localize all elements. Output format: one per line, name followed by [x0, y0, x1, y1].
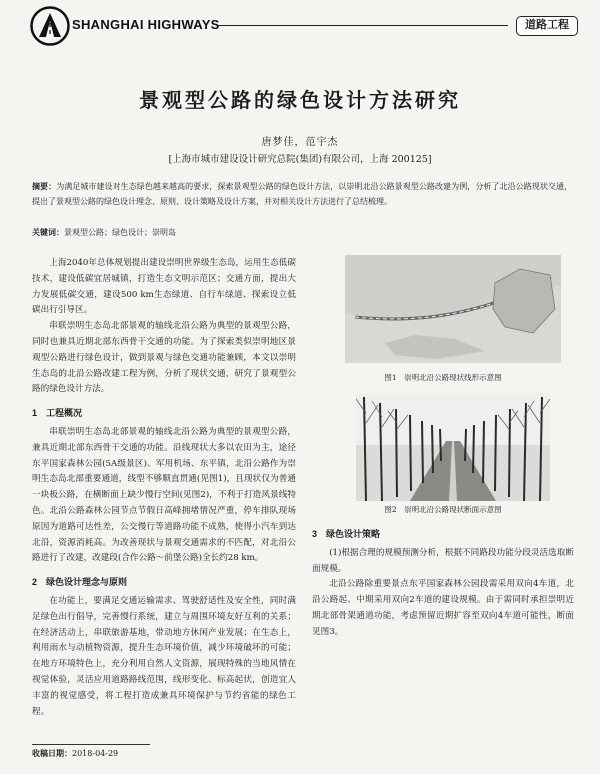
section-2-heading: 2 绿色设计理念与原则: [32, 577, 128, 588]
abstract-label: 摘要：: [32, 182, 57, 191]
figure-2-caption: 图2 崇明北沿公路现状断面示意图: [384, 505, 502, 514]
section-3-heading: 3 绿色设计策略: [312, 529, 381, 539]
keywords: [32, 227, 572, 238]
journal-header: [30, 4, 578, 50]
figure-1-route-map: [345, 255, 561, 363]
intro-paragraph-1: 上海2040年总体规划提出建设崇明世界级生态岛，运用生态低碳技术，建设低碳宜居城镇，打造生态文明示范区；交通方面，提出大力发展低碳交通，建设500 km生态绿道、自行车绿道、探索设立低碳出行引导区。: [32, 258, 296, 316]
article-title: 景观型公路的绿色设计方法研究: [139, 88, 461, 112]
intro-paragraph-2: 串联崇明生态岛北部景观的轴线北沿公路为典型的景观型公路，同时也兼具近期北部东西骨干交通的功能。为了探索类似崇明地区景观型公路进行绿色设计，做到景观与绿色交通功能兼顾，本文以崇明生态岛的北沿公路改建工程为例，分析了现状交通，研究了景观型公路的绿色设计方法。: [32, 321, 296, 395]
keywords-text: 景观型公路；绿色设计；崇明岛: [64, 228, 176, 237]
section-1-heading: 1 工程概况: [32, 408, 83, 419]
section-3-paragraph-2: 北沿公路除重要景点东平国家森林公园段需采用双向4车道，北沿公路起、中期采用双向2车道的建设规模。由于需同时承担崇明近期北部骨架通道功能，考虑预留近期扩容至双向4车道可能性，断面见图3。: [312, 579, 574, 637]
left-column: [32, 256, 296, 720]
abstract: [32, 179, 572, 209]
footnote-rule: [32, 744, 150, 745]
received-label: 收稿日期：: [32, 749, 72, 758]
section-3-paragraph-1: (1)根据合理的规模预测分析，根据不同路段功能分段灵活选取断面规模。: [312, 547, 574, 574]
received-date: [32, 748, 118, 759]
section-1-paragraph: 串联崇明生态岛北部景观的轴线北沿公路为典型的景观型公路，兼具近期北部东西骨干交通的功能。沿线现状大多以农田为主，途径东平国家森林公园(5A级景区)、军用机场、东平镇，北沿公路作为崇明生态岛北部重要通道，线型不够顺直贯通(见图1)，且现状仅为普通一块板公路，在横断面上缺少慢行空间(见图2)，不利于打造风景线特色。北沿公路森林公园节点节假日高峰拥堵情况严重，停车排队现场原因为道路可达性差，公交慢行等道路功能不成熟，使得小汽车到达北沿，资源消耗高。为改善现状与景观交通需求的不匹配，对北沿公路进行了改建，改建段(合作公路～前堡公路)全长约28 km。: [32, 426, 296, 564]
right-column: [312, 519, 574, 641]
article-affiliation: [上海市城市建设设计研究总院(集团)有限公司，上海 200125]: [168, 154, 432, 165]
figure-1-caption: 图1 崇明北沿公路现状线形示意图: [384, 373, 502, 382]
figure-2-road-photo: [356, 393, 550, 501]
abstract-text: 为满足城市建设对生态绿色越来越高的要求，探索景观型公路的绿色设计方法，以崇明北沿公路景观型公路改建为例，分析了北沿公路现状交通，提出了景观型公路的绿色设计理念、原则、设计策略及设计方案，并对相关设计方法进行了总结梳理。: [32, 182, 572, 206]
highway-logo-icon: [30, 6, 70, 46]
section-badge: 道路工程: [516, 16, 578, 36]
article-authors: 唐梦佳，范宇杰: [261, 137, 339, 148]
journal-brand: SHANGHAI HIGHWAYS: [72, 17, 220, 32]
header-rule: [216, 25, 508, 26]
received-date-value: 2018-04-29: [72, 749, 119, 758]
keywords-label: 关键词：: [32, 228, 64, 237]
section-2-paragraph: 在功能上，要满足交通运输需求、驾驶舒适性及安全性，同时满足绿色出行倡导，完善慢行系统，建立与周围环境友好互利的关系；在经济活动上，串联旅游基地，带动地方休闲产业发展；在生态上，利用雨水与动植物资源，提升生态环境价值，减少环境破坏的可能；在地方环境特色上，充分利用自然人文资源，展现特殊的当地风情在视觉体验，灵活应用道路路线范围，线形变化、标高起伏，创造宜人丰富的视觉感受，将工程打造成兼具环境保护与节约省能的绿色工程。: [32, 595, 296, 717]
